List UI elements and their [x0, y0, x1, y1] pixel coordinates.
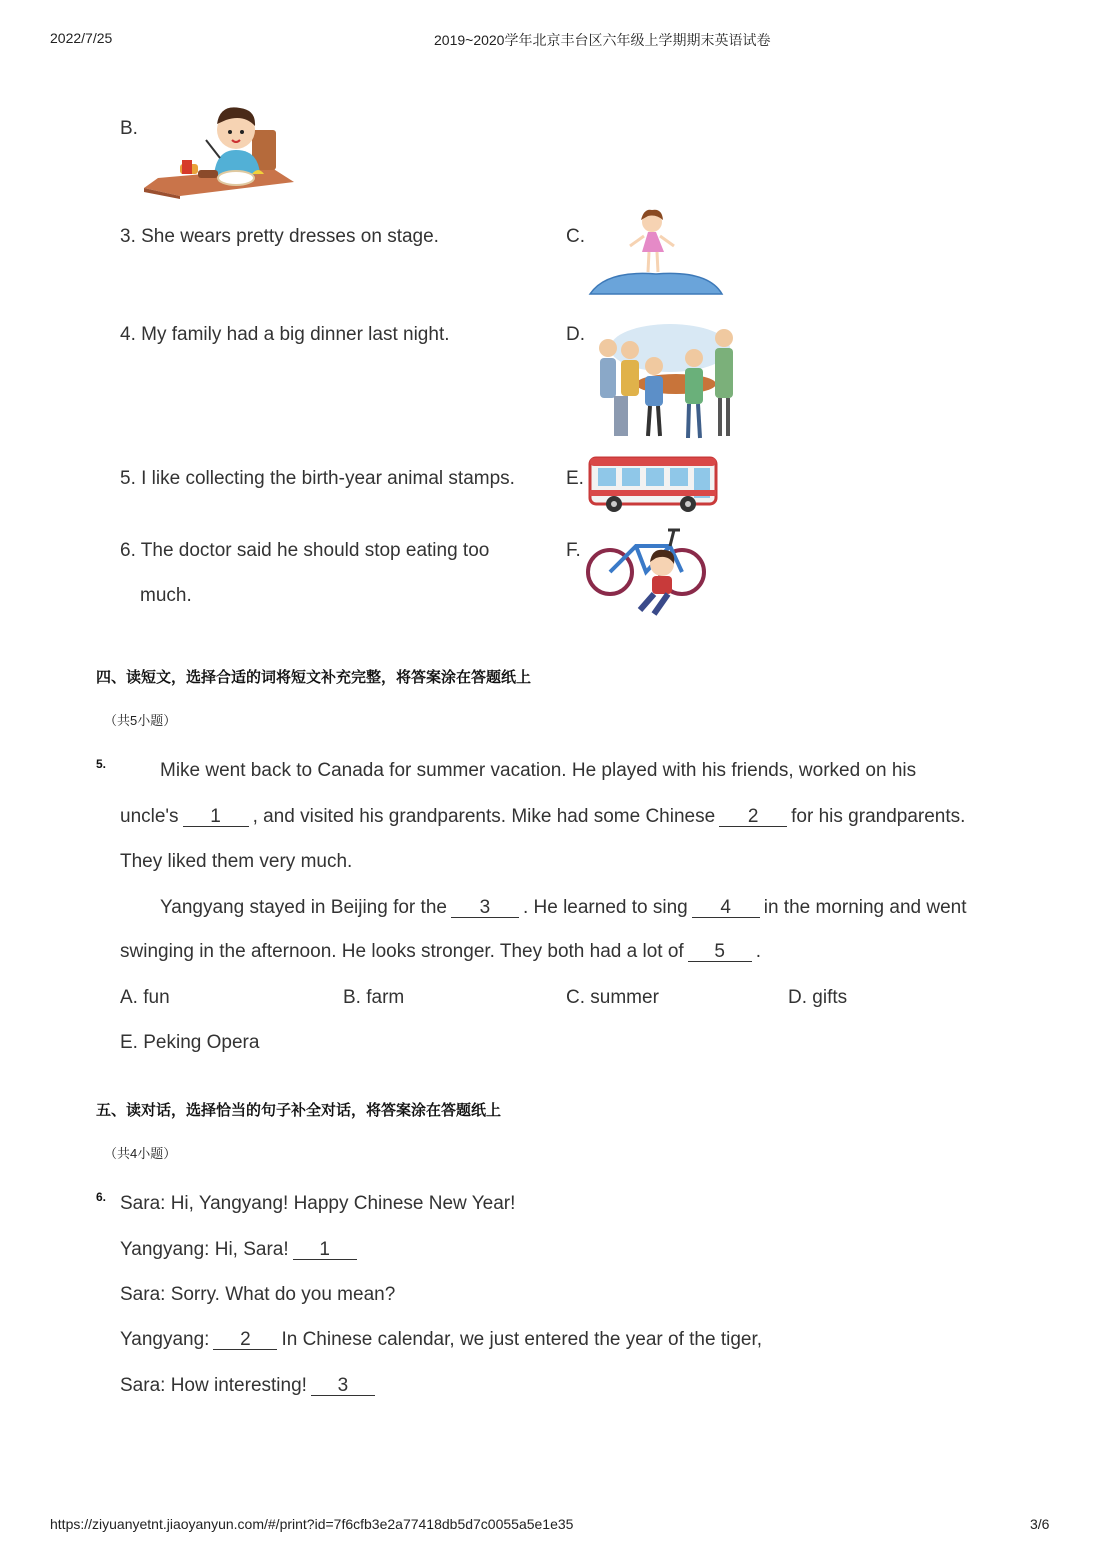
- option-d-letter: D.: [566, 324, 585, 345]
- boy-eating-icon: [140, 100, 296, 200]
- page-url: https://ziyuanyetnt.jiaoyanyun.com/#/print?id=7f6cfb3e2a77418db5d7c0055a5e1e35: [50, 1516, 574, 1532]
- dialogue-line-2: [120, 1239, 361, 1261]
- passage-line-2: [120, 806, 965, 828]
- blank-4: 4: [692, 899, 760, 918]
- section-5-count: （共4小题）: [104, 1146, 177, 1161]
- blank-3: 3: [451, 899, 519, 918]
- dialogue-blank-3: 3: [311, 1377, 375, 1396]
- section-5-title: 五、读对话，选择恰当的句子补全对话，将答案涂在答题纸上: [96, 1102, 502, 1119]
- dialogue-blank-1: 1: [293, 1241, 357, 1260]
- document-title: 2019~2020学年北京丰台区六年级上学期期末英语试卷: [434, 32, 771, 48]
- blank-1: 1: [183, 808, 249, 827]
- section-4-count: （共5小题）: [104, 713, 177, 728]
- dialogue-text: In Chinese calendar, we just entered the year of the tiger,: [281, 1329, 763, 1350]
- passage-text: Yangyang stayed in Beijing for the: [160, 897, 447, 918]
- dialogue-text: Yangyang: Hi, Sara!: [120, 1239, 289, 1260]
- sentence-6: 6. The doctor said he should stop eating too: [120, 540, 490, 561]
- option-b-letter: B.: [120, 118, 138, 139]
- girl-on-stage-icon: [586, 208, 726, 298]
- passage-text: uncle's: [120, 806, 179, 827]
- section-4-title: 四、读短文，选择合适的词将短文补充完整，将答案涂在答题纸上: [96, 669, 532, 686]
- sentence-5: 5. I like collecting the birth-year animal stamps.: [120, 468, 515, 489]
- passage-text: .: [755, 941, 761, 962]
- question-6-number: 6.: [96, 1190, 107, 1204]
- choice-e: E. Peking Opera: [120, 1032, 260, 1053]
- choice-b: B. farm: [343, 987, 405, 1008]
- passage-text: for his grandparents.: [791, 806, 966, 827]
- choice-d: D. gifts: [788, 987, 848, 1008]
- passage-line-5: [120, 941, 761, 963]
- dialogue-line-5: [120, 1375, 379, 1397]
- dialogue-line-4: [120, 1329, 762, 1351]
- option-e-letter: E.: [566, 468, 584, 489]
- question-5-number: 5.: [96, 757, 107, 771]
- page-number: 3/6: [1030, 1516, 1050, 1532]
- passage-text: swinging in the afternoon. He looks stronger. They both had a lot of: [120, 941, 684, 962]
- passage-line-4: [160, 897, 967, 919]
- dialogue-line-1: Sara: Hi, Yangyang! Happy Chinese New Year!: [120, 1193, 516, 1214]
- sentence-3: 3. She wears pretty dresses on stage.: [120, 226, 439, 247]
- option-c-letter: C.: [566, 226, 585, 247]
- passage-text: , and visited his grandparents. Mike had some Chinese: [252, 806, 716, 827]
- passage-text: in the morning and went: [763, 897, 967, 918]
- passage-line-3: They liked them very much.: [120, 851, 353, 872]
- dialogue-text: Yangyang:: [120, 1329, 210, 1350]
- blank-5: 5: [688, 943, 752, 962]
- passage-line-1: Mike went back to Canada for summer vacation. He played with his friends, worked on his: [160, 760, 917, 781]
- blank-2: 2: [719, 808, 787, 827]
- dialogue-text: Sara: How interesting!: [120, 1375, 307, 1396]
- boy-bicycle-icon: [584, 524, 710, 618]
- sentence-4: 4. My family had a big dinner last night.: [120, 324, 450, 345]
- dialogue-line-3: Sara: Sorry. What do you mean?: [120, 1284, 396, 1305]
- bus-icon: [588, 452, 718, 514]
- choice-c: C. summer: [566, 987, 659, 1008]
- passage-text: . He learned to sing: [522, 897, 688, 918]
- sentence-6-continuation: much.: [140, 585, 192, 606]
- option-f-letter: F.: [566, 540, 581, 561]
- dialogue-blank-2: 2: [213, 1331, 277, 1350]
- choice-a: A. fun: [120, 987, 170, 1008]
- family-dinner-icon: [590, 318, 750, 442]
- print-date: 2022/7/25: [50, 30, 113, 46]
